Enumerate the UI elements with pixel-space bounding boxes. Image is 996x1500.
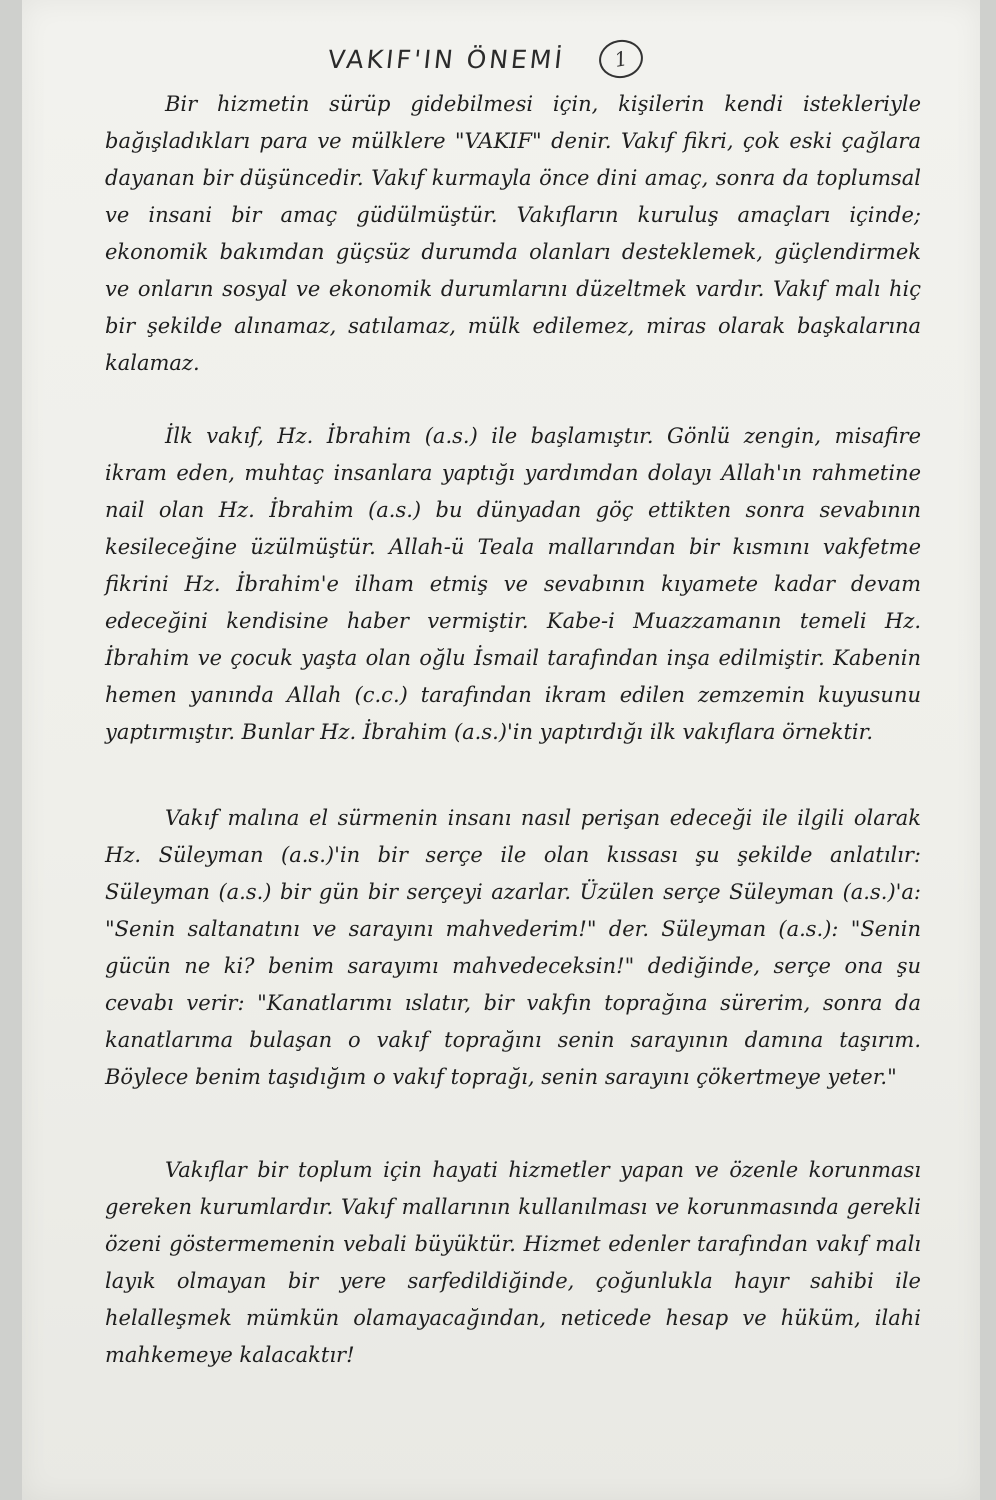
page-number-circled: 1 xyxy=(596,36,646,81)
handwritten-page xyxy=(22,0,980,1500)
paragraph-3: Vakıf malına el sürmenin insanı nasıl perişan edeceği ile ilgili olarak Hz. Süleyman (a.s.)'in bir serçe ile olan kıssası şu şekilde anlatılır: Süleyman (a.s.) bir gün bir serçeyi azarlar. Üzülen serçe Süleyman (a.s.)'a: "Senin saltanatını ve sarayını mahvederim!" der. Süleyman (a.s.): "Senin gücün ne ki? benim sarayımı mahvedeceksin!" dediğinde, serçe ona şu cevabı verir: "Kanatlarımı ıslatır, bir vakfın toprağına sürerim, sonra da kanatlarıma bulaşan o vakıf toprağını senin sarayının damına taşırım. Böylece benim taşıdığım o vakıf toprağı, senin sarayını çökertmeye yeter." xyxy=(105,806,921,1089)
paragraph-2: İlk vakıf, Hz. İbrahim (a.s.) ile başlamıştır. Gönlü zengin, misafire ikram eden, muhtaç insanlara yaptığı yardımdan dolayı Allah'ın rahmetine nail olan Hz. İbrahim (a.s.) bu dünyadan göç ettikten sonra sevabının kesileceğine üzülmüştür. Allah-ü Teala mallarından bir kısmını vakfetme fikrini Hz. İbrahim'e ilham etmiş ve sevabının kıyamete kadar devam edeceğini kendisine haber vermiştir. Kabe-i Muazzamanın temeli Hz. İbrahim ve çocuk yaşta olan oğlu İsmail tarafından inşa edilmiştir. Kabenin hemen yanında Allah (c.c.) tarafından ikram edilen zemzemin kuyusunu yaptırmıştır. Bunlar Hz. İbrahim (a.s.)'in yaptırdığı ilk vakıflara örnektir. xyxy=(105,424,921,744)
paragraph-4: Vakıflar bir toplum için hayati hizmetler yapan ve özenle korunması gereken kurumlardır. Vakıf mallarının kullanılması ve korunmasında gerekli özeni göstermemenin vebali büyüktür. Hizmet edenler tarafından vakıf malı layık olmayan bir yere sarfedildiğinde, çoğunlukla hayır sahibi ile helalleşmek mümkün olamayacağından, neticede hesap ve hüküm, ilahi mahkemeye kalacaktır! xyxy=(105,1158,921,1367)
paragraph-1: Bir hizmetin sürüp gidebilmesi için, kişilerin kendi istekleriyle bağışladıkları para ve mülklere "VAKIF" denir. Vakıf fikri, çok eski çağlara dayanan bir düşüncedir. Vakıf kurmayla önce dini amaç, sonra da toplumsal ve insani bir amaç güdülmüştür. Vakıfların kuruluş amaçları içinde; ekonomik bakımdan güçsüz durumda olanları desteklemek, güçlendirmek ve onların sosyal ve ekonomik durumlarını düzeltmek vardır. Vakıf malı hiç bir şekilde alınamaz, satılamaz, mülk edilemez, miras olarak başkalarına kalamaz. xyxy=(105,92,921,375)
page-title: VAKIF'IN ÖNEMİ xyxy=(326,44,567,74)
title-row xyxy=(328,40,643,78)
